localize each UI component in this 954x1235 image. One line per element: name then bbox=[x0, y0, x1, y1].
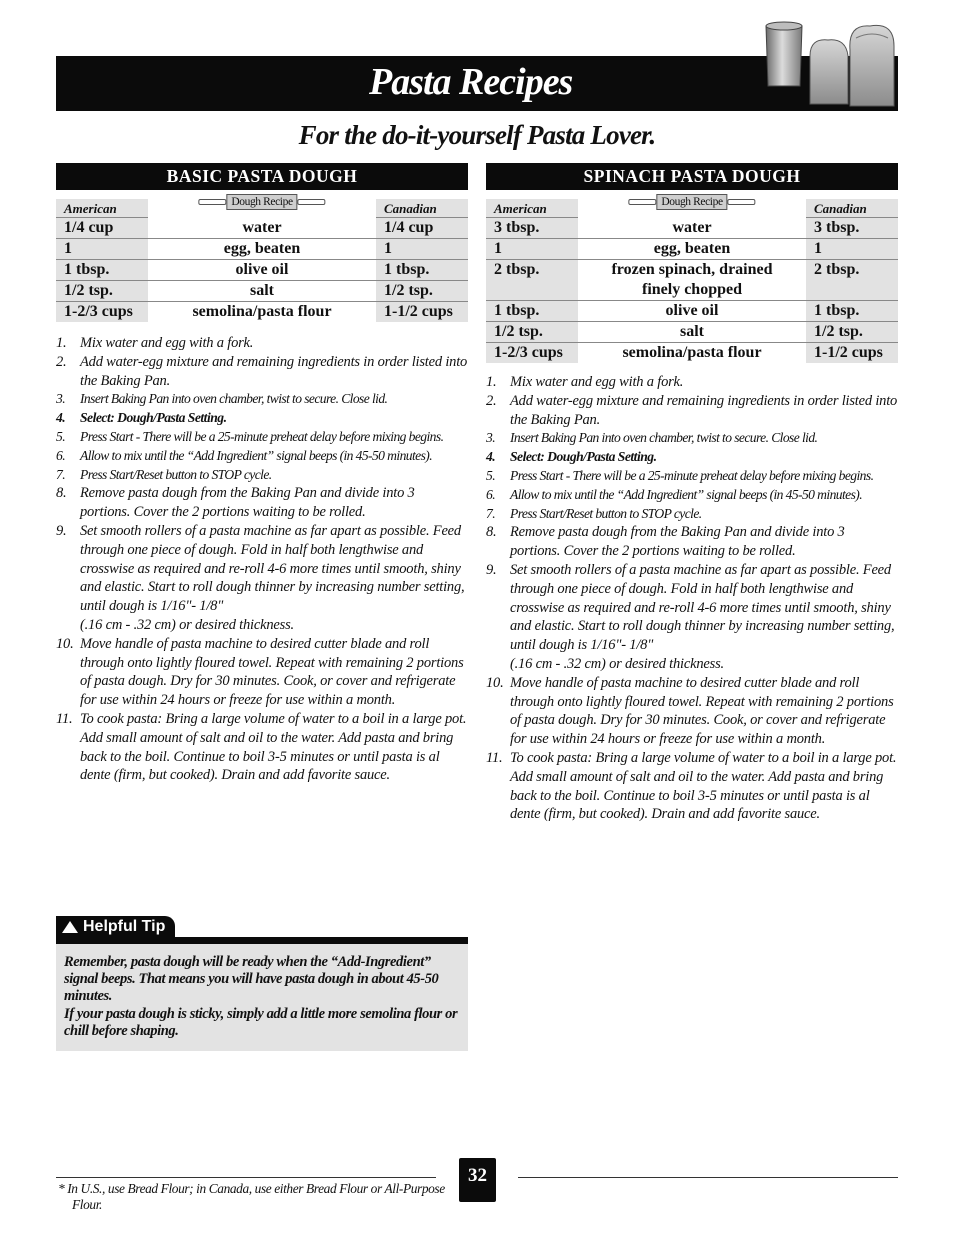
step-number: 10. bbox=[486, 674, 504, 691]
american-amount: 1 bbox=[56, 239, 148, 260]
list-item bbox=[56, 466, 468, 485]
list-item bbox=[486, 505, 898, 524]
american-amount: 3 tbsp. bbox=[486, 218, 578, 239]
table-row bbox=[56, 260, 468, 281]
step-number: 9. bbox=[56, 522, 67, 539]
footer-rule-right bbox=[518, 1177, 898, 1178]
american-amount: 2 tbsp. bbox=[486, 260, 578, 301]
column-canadian: Canadian bbox=[806, 199, 898, 218]
basic-pasta-heading: BASIC PASTA DOUGH bbox=[56, 163, 468, 190]
ingredient: semolina/pasta flour bbox=[622, 344, 762, 361]
helpful-tip-box bbox=[56, 916, 468, 1051]
ingredient: salt bbox=[578, 322, 806, 343]
american-amount: 1/2 tsp. bbox=[486, 322, 578, 343]
table-row bbox=[56, 239, 468, 260]
canadian-amount: 1 tbsp. bbox=[806, 301, 898, 322]
table-row bbox=[486, 260, 898, 301]
american-amount: 1-2/3 cups bbox=[56, 302, 148, 323]
american-amount: 1 bbox=[486, 239, 578, 260]
step-text: Add water-egg mixture and remaining ingredients in order listed into the Baking Pan. bbox=[80, 353, 468, 389]
ingredient: olive oil bbox=[578, 301, 806, 322]
column-canadian: Canadian bbox=[376, 199, 468, 218]
step-number: 5. bbox=[486, 467, 495, 483]
basic-pasta-section bbox=[56, 163, 468, 785]
step-text: Mix water and egg with a fork. bbox=[510, 374, 684, 390]
column-ingredient bbox=[578, 196, 806, 218]
list-item bbox=[56, 428, 468, 447]
footnote: * In U.S., use Bread Flour; in Canada, use either Bread Flour or All-Purpose Flour. bbox=[58, 1181, 445, 1212]
page-subtitle: For the do-it-yourself Pasta Lover. bbox=[298, 120, 656, 150]
canadian-amount: 1 bbox=[806, 239, 898, 260]
page-number: 32 bbox=[459, 1158, 496, 1202]
step-text: Select: Dough/Pasta Setting. bbox=[80, 410, 227, 426]
step-text: To cook pasta: Bring a large volume of water to a boil in a large pot. Add small amount of salt and oil to the water. Add pasta and bring back to the boil. Continue to boil 3-5 minutes or until pasta is al dente (firm, but cooked). Drain and add favorite sauce. bbox=[510, 749, 897, 823]
tip-divider bbox=[56, 937, 468, 944]
step-text: Press Start/Reset button to STOP cycle. bbox=[80, 466, 272, 482]
step-number: 9. bbox=[486, 561, 497, 578]
canadian-amount: 2 tbsp. bbox=[806, 260, 898, 301]
tip-paragraph: If your pasta dough is sticky, simply add a little more semolina flour or chill before shaping. bbox=[64, 1005, 458, 1039]
basic-ingredients-table bbox=[56, 196, 468, 322]
helpful-tip-tab bbox=[56, 916, 175, 938]
list-item bbox=[486, 373, 898, 392]
triangle-icon bbox=[62, 921, 78, 933]
table-header-row bbox=[56, 199, 468, 218]
step-text: Press Start/Reset button to STOP cycle. bbox=[510, 505, 702, 521]
dough-recipe-label: Dough Recipe bbox=[656, 194, 727, 210]
bread-machine-pan-illustration bbox=[762, 16, 898, 111]
list-item bbox=[486, 523, 898, 561]
step-number: 2. bbox=[486, 392, 497, 409]
step-number: 4. bbox=[486, 449, 496, 465]
step-text: Move handle of pasta machine to desired cutter blade and roll through onto lightly floured towel. Repeat with remaining 2 portions of pasta dough. Dry for 30 minutes. Cook, or cover and refrigerate for use within 24 hours or freeze for use within a month. bbox=[80, 635, 464, 709]
canadian-amount: 1 tbsp. bbox=[376, 260, 468, 281]
step-number: 11. bbox=[486, 749, 503, 766]
ingredient: egg, beaten bbox=[578, 239, 806, 260]
list-item bbox=[486, 749, 898, 824]
step-text: Move handle of pasta machine to desired cutter blade and roll through onto lightly floured towel. Repeat with remaining 2 portions of pasta dough. Dry for 30 minutes. Cook, or cover and refrigerate for use within 24 hours or freeze for use within a month. bbox=[510, 674, 894, 748]
list-item bbox=[486, 429, 898, 448]
spinach-pasta-section bbox=[486, 163, 898, 824]
table-row bbox=[486, 301, 898, 322]
step-text-continued: (.16 cm - .32 cm) or desired thickness. bbox=[80, 616, 294, 633]
step-text-continued: (.16 cm - .32 cm) or desired thickness. bbox=[510, 655, 724, 672]
step-number: 11. bbox=[56, 710, 73, 727]
canadian-amount: 1-1/2 cups bbox=[806, 343, 898, 364]
list-item bbox=[56, 522, 468, 635]
canadian-amount: 3 tbsp. bbox=[806, 218, 898, 239]
spinach-pasta-heading: SPINACH PASTA DOUGH bbox=[486, 163, 898, 190]
step-number: 4. bbox=[56, 410, 66, 426]
american-amount: 1/2 tsp. bbox=[56, 281, 148, 302]
ingredient: water bbox=[578, 218, 806, 239]
step-number: 3. bbox=[486, 430, 495, 446]
step-text: Set smooth rollers of a pasta machine as far apart as possible. Feed through one piece of dough. Fold in half both lengthwise and crosswise as required and re-roll 4-6 more times until smooth, shiny and elastic. Start to roll dough thinner by increasing number setting, until dough is 1/16"- 1/8" bbox=[510, 561, 895, 654]
table-row bbox=[56, 302, 468, 323]
tag-bar-right bbox=[298, 199, 326, 205]
list-item bbox=[56, 484, 468, 522]
step-text: Allow to mix until the “Add Ingredient” signal beeps (in 45-50 minutes). bbox=[510, 486, 862, 502]
table-header-row bbox=[486, 199, 898, 218]
step-number: 6. bbox=[56, 447, 65, 463]
list-item bbox=[56, 710, 468, 785]
american-amount: 1 tbsp. bbox=[56, 260, 148, 281]
list-item bbox=[486, 486, 898, 505]
canadian-amount: 1/4 cup bbox=[376, 218, 468, 239]
helpful-tip-label: Helpful Tip bbox=[83, 918, 166, 935]
step-number: 8. bbox=[56, 485, 67, 502]
ingredient: water bbox=[148, 218, 376, 239]
list-item bbox=[56, 353, 468, 391]
step-text: Mix water and egg with a fork. bbox=[80, 335, 254, 351]
ingredient: olive oil bbox=[148, 260, 376, 281]
step-number: 6. bbox=[486, 486, 495, 502]
step-number: 7. bbox=[56, 466, 65, 482]
list-item bbox=[56, 334, 468, 353]
dough-recipe-tag bbox=[198, 194, 325, 210]
step-number: 5. bbox=[56, 428, 65, 444]
canadian-amount: 1/2 tsp. bbox=[806, 322, 898, 343]
table-row bbox=[486, 239, 898, 260]
ingredient: semolina/pasta flour bbox=[192, 303, 332, 320]
ingredient: egg, beaten bbox=[148, 239, 376, 260]
american-amount: 1-2/3 cups bbox=[486, 343, 578, 364]
list-item bbox=[486, 448, 898, 467]
tip-paragraph: Remember, pasta dough will be ready when the “Add-Ingredient” signal beeps. That means you will have pasta dough in about 45-50 minutes. bbox=[64, 954, 439, 1005]
spinach-ingredients-table bbox=[486, 196, 898, 363]
column-american: American bbox=[56, 199, 148, 218]
ingredient: frozen spinach, drained finely chopped bbox=[578, 260, 806, 301]
step-number: 10. bbox=[56, 635, 74, 652]
step-text: Select: Dough/Pasta Setting. bbox=[510, 449, 657, 465]
tag-bar-left bbox=[198, 199, 226, 205]
table-row bbox=[486, 218, 898, 239]
step-text: Press Start - There will be a 25-minute preheat delay before mixing begins. bbox=[510, 467, 874, 483]
step-text: Press Start - There will be a 25-minute preheat delay before mixing begins. bbox=[80, 428, 444, 444]
step-number: 1. bbox=[486, 374, 497, 390]
step-text: To cook pasta: Bring a large volume of water to a boil in a large pot. Add small amount of salt and oil to the water. Add pasta and bring back to the boil. Continue to boil 3-5 minutes or until pasta is al dente (firm, but cooked). Drain and add favorite sauce. bbox=[80, 710, 467, 784]
step-text: Remove pasta dough from the Baking Pan and divide into 3 portions. Cover the 2 portions waiting to be rolled. bbox=[80, 485, 415, 521]
step-number: 7. bbox=[486, 505, 495, 521]
table-row bbox=[56, 218, 468, 239]
list-item bbox=[56, 635, 468, 710]
canadian-amount: 1-1/2 cups bbox=[376, 302, 468, 323]
canadian-amount: 1/2 tsp. bbox=[376, 281, 468, 302]
tip-content bbox=[56, 944, 468, 1051]
step-text: Insert Baking Pan into oven chamber, twist to secure. Close lid. bbox=[510, 430, 818, 446]
ingredient: salt bbox=[148, 281, 376, 302]
list-item bbox=[486, 392, 898, 430]
basic-steps-list bbox=[56, 334, 468, 785]
list-item bbox=[486, 674, 898, 749]
table-row bbox=[56, 281, 468, 302]
step-number: 8. bbox=[486, 524, 497, 541]
american-amount: 1 tbsp. bbox=[486, 301, 578, 322]
step-text: Insert Baking Pan into oven chamber, twist to secure. Close lid. bbox=[80, 391, 388, 407]
step-number: 2. bbox=[56, 353, 67, 370]
column-ingredient bbox=[148, 196, 376, 218]
step-number: 3. bbox=[56, 391, 65, 407]
table-row bbox=[486, 343, 898, 364]
tag-bar-right bbox=[728, 199, 756, 205]
dough-recipe-tag bbox=[628, 194, 755, 210]
american-amount: 1/4 cup bbox=[56, 218, 148, 239]
list-item bbox=[56, 447, 468, 466]
step-text: Allow to mix until the “Add Ingredient” signal beeps (in 45-50 minutes). bbox=[80, 447, 432, 463]
step-number: 1. bbox=[56, 335, 67, 351]
column-american: American bbox=[486, 199, 578, 218]
tag-bar-left bbox=[628, 199, 656, 205]
step-text: Set smooth rollers of a pasta machine as far apart as possible. Feed through one piece of dough. Fold in half both lengthwise and crosswise as required and re-roll 4-6 more times until smooth, shiny and elastic. Start to roll dough thinner by increasing number setting, until dough is 1/16"- 1/8" bbox=[80, 522, 465, 615]
table-row bbox=[486, 322, 898, 343]
spinach-steps-list bbox=[486, 373, 898, 824]
page-title: Pasta Recipes bbox=[369, 61, 573, 103]
footer-rule-left bbox=[56, 1177, 436, 1178]
list-item bbox=[56, 390, 468, 409]
canadian-amount: 1 bbox=[376, 239, 468, 260]
list-item bbox=[56, 409, 468, 428]
step-text: Add water-egg mixture and remaining ingredients in order listed into the Baking Pan. bbox=[510, 392, 898, 428]
dough-recipe-label: Dough Recipe bbox=[226, 194, 297, 210]
list-item bbox=[486, 467, 898, 486]
step-text: Remove pasta dough from the Baking Pan and divide into 3 portions. Cover the 2 portions waiting to be rolled. bbox=[510, 524, 845, 560]
list-item bbox=[486, 561, 898, 674]
